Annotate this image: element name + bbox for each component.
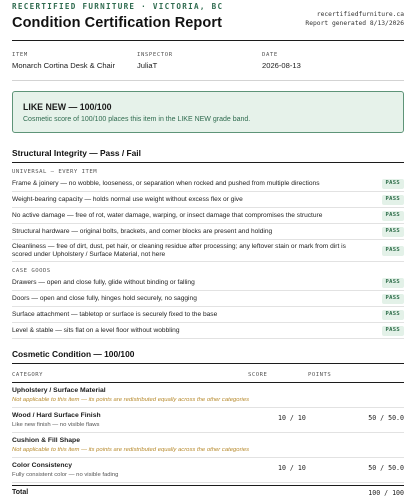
universal-checks [12, 176, 404, 262]
cosmetic-divider [12, 363, 404, 364]
date-value: 2026-08-13 [262, 61, 301, 70]
inspector-label: INSPECTOR [137, 52, 173, 58]
item-value: Monarch Cortina Desk & Chair [12, 61, 115, 70]
info-item [12, 52, 137, 71]
table-row [12, 433, 404, 458]
header-divider [12, 40, 404, 41]
site-url: recertifiedfurniture.ca [316, 11, 404, 18]
info-inspector [137, 52, 262, 71]
check-text: Frame & joinery — no wobble, looseness, or separation when rocked and pushed from multiple directions [12, 179, 320, 187]
check-text: Drawers — open and close fully, glide without binding or falling [12, 278, 195, 286]
header-meta [305, 11, 404, 29]
pass-badge: PASS [382, 227, 404, 237]
check-text: Structural hardware — original bolts, brackets, and corner blocks are present and holding [12, 227, 273, 235]
item-info [12, 52, 404, 71]
item-label: ITEM [12, 52, 28, 58]
total-value: 100 / 100 [368, 489, 404, 497]
grade-title: LIKE NEW — 100/100 [23, 102, 112, 112]
check-row [12, 192, 404, 208]
check-text: Doors — open and close fully, hinges hold securely, no sagging [12, 294, 197, 302]
check-text: Level & stable — sits flat on a level floor without wobbling [12, 326, 180, 334]
category-name: Upholstery / Surface Material [12, 387, 106, 394]
date-label: DATE [262, 52, 278, 58]
category-score: 10 / 10 [278, 464, 306, 472]
group-label-case-goods: CASE GOODS [12, 268, 51, 274]
category-note: Like new finish — no visible flaws [12, 421, 100, 428]
inspector-value: JuliaT [137, 61, 158, 70]
structural-section [12, 148, 404, 339]
cosmetic-table-header [12, 372, 404, 383]
check-row [12, 275, 404, 291]
check-row [12, 176, 404, 192]
info-divider [12, 80, 404, 81]
category-note: Not applicable to this item — its points are redistributed equally across the other categories [12, 446, 250, 453]
check-row [12, 208, 404, 224]
table-row [12, 408, 404, 433]
col-points: POINTS [308, 372, 332, 378]
category-points: 50 / 50.0 [368, 464, 404, 472]
structural-title: Structural Integrity — Pass / Fail [12, 148, 141, 158]
col-score: SCORE [248, 372, 268, 378]
check-row [12, 307, 404, 323]
grade-banner [12, 91, 404, 133]
check-row [12, 291, 404, 307]
check-text: Surface attachment — tabletop or surface is securely fixed to the base [12, 310, 218, 318]
table-row [12, 458, 404, 483]
category-name: Wood / Hard Surface Finish [12, 412, 101, 419]
check-text: No active damage — free of rot, water damage, warping, or insect damage that compromises the structure [12, 211, 323, 219]
check-text: Weight-bearing capacity — holds normal use weight without excess flex or give [12, 195, 243, 203]
pass-badge: PASS [382, 211, 404, 221]
col-category: CATEGORY [12, 372, 43, 378]
check-row [12, 323, 404, 339]
pass-badge: PASS [382, 179, 404, 189]
group-label-universal: UNIVERSAL — EVERY ITEM [12, 169, 98, 175]
report-header [12, 0, 404, 32]
page-title: Condition Certification Report [12, 15, 223, 31]
cosmetic-title: Cosmetic Condition — 100/100 [12, 349, 135, 359]
check-row [12, 240, 404, 262]
structural-divider [12, 162, 404, 163]
category-name: Cushion & Fill Shape [12, 437, 80, 444]
category-note: Not applicable to this item — its points are redistributed equally across the other categories [12, 396, 250, 403]
total-row [12, 485, 404, 497]
brand-label: RECERTIFIED FURNITURE · VICTORIA, BC [12, 2, 224, 11]
cosmetic-section [12, 349, 404, 497]
check-text: Cleanliness — free of dirt, dust, pet hair, or cleaning residue after processing; any leftover stain or mark from dirt is scored under Upholstery / Surface Material, not here [12, 242, 346, 258]
grade-subtitle: Cosmetic score of 100/100 places this item in the LIKE NEW grade band. [23, 116, 251, 123]
info-date [262, 52, 387, 71]
check-row [12, 224, 404, 240]
category-points: 50 / 50.0 [368, 414, 404, 422]
pass-badge: PASS [382, 310, 404, 320]
table-row [12, 383, 404, 408]
pass-badge: PASS [382, 294, 404, 304]
pass-badge: PASS [382, 278, 404, 288]
generated-date: Report generated 8/13/2026 [305, 19, 404, 27]
header-left [12, 2, 223, 32]
pass-badge: PASS [382, 195, 404, 205]
category-score: 10 / 10 [278, 414, 306, 422]
category-note: Fully consistent color — no visible fading [12, 471, 119, 478]
pass-badge: PASS [382, 246, 404, 256]
pass-badge: PASS [382, 326, 404, 336]
case-goods-checks [12, 275, 404, 339]
total-label: Total [12, 489, 29, 496]
category-name: Color Consistency [12, 462, 73, 469]
